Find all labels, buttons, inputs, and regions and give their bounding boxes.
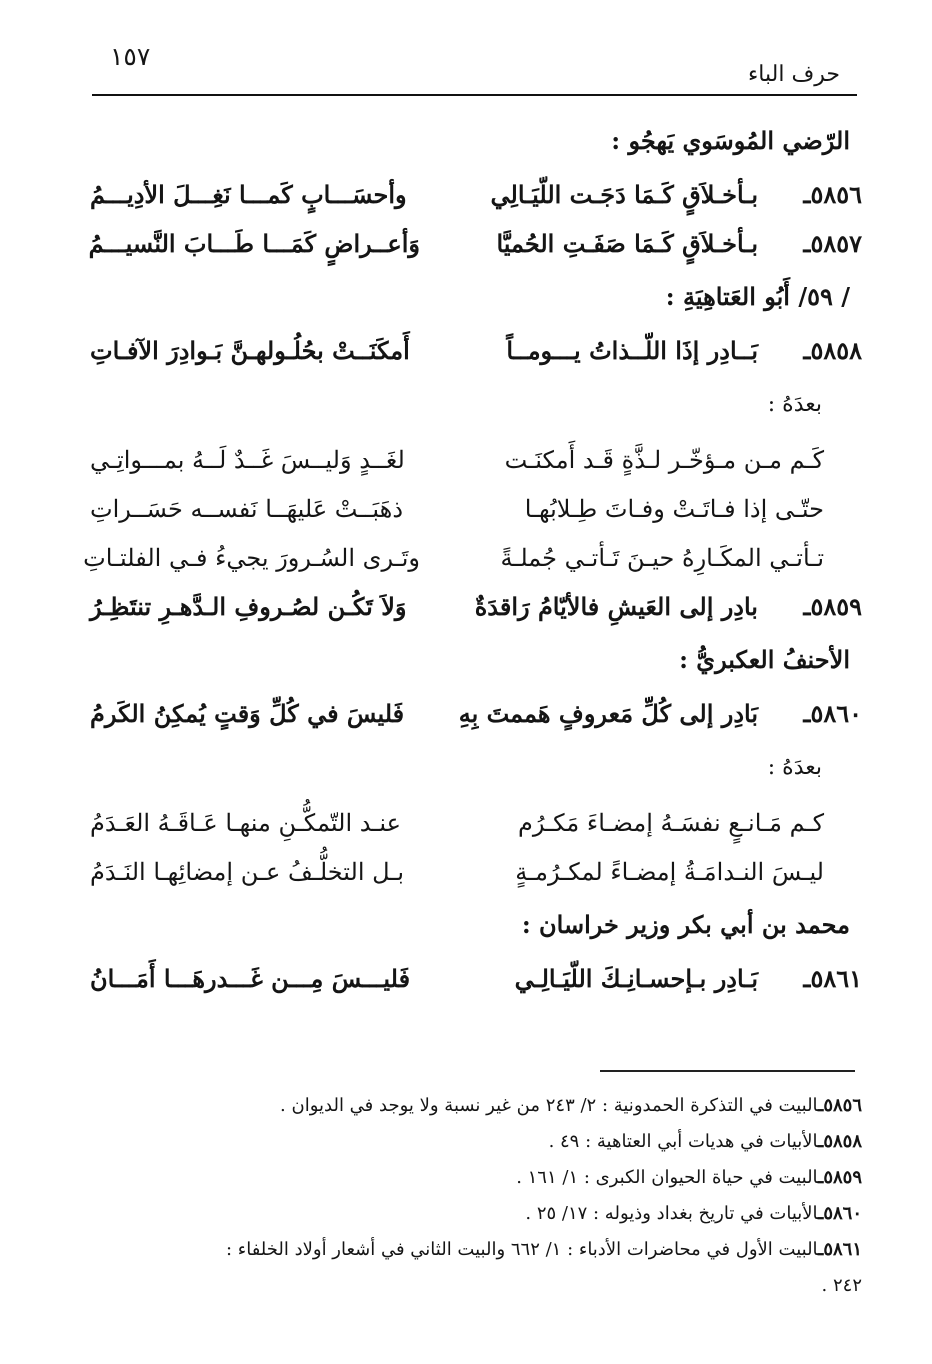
footnote-text: ٢٤٢ . (821, 1275, 862, 1296)
verse-number: ٥٨٥٩ـ (803, 592, 862, 621)
poem-body (83, 112, 862, 1003)
second-hemistich: فَليسَ في كُلِّ وَقتٍ يُمكِنُ الكَرمُ (90, 699, 405, 728)
first-hemistich: بادِر إلى العَيشِ فالأيّامُ رَاقدَةٌ (474, 592, 758, 621)
continuation-label: بعدَهُ : (767, 755, 822, 780)
page-number: ١٥٧ (110, 42, 151, 71)
verse-line (90, 847, 862, 896)
second-hemistich: وَأعــراضٍ كَمَـــا طَـــابَ النَّسيـــمُ (88, 229, 420, 258)
second-hemistich: وأحسَـــابٍ كَمـــا نَغِـــلَ الأدِيـــمُ (90, 180, 407, 209)
poet-heading: / ٥٩/ أَبُو العَتاهِيَةِ : (665, 282, 850, 311)
footnote-text: البيت الأول في محاضرات الأدباء : ١/ ٦٦٢ والبيت الثاني في أشعار أولاد الخلفاء : (225, 1239, 819, 1260)
poet-heading: محمد بن أبي بكر وزير خراسان : (521, 910, 850, 939)
verse-number: ٥٨٦٠ـ (803, 699, 862, 728)
footnote (85, 1124, 862, 1160)
footnote-rule (600, 1070, 855, 1072)
verse-number: ٥٨٥٧ـ (803, 229, 862, 258)
verse-number: ٥٨٦١ـ (803, 964, 862, 993)
verse-line (90, 435, 862, 484)
footnote-number: ٥٨٥٦ـ (818, 1095, 862, 1116)
second-hemistich: ذهَبَــتْ عَليهَــا نَفســه حَسَــراتِ (90, 494, 404, 523)
first-hemistich: بـأخـلاَقٍ كَـمَا دَجَـت اللّيَـالِي (490, 180, 758, 209)
footnote-number: ٥٨٥٨ـ (818, 1131, 862, 1152)
footnote (85, 1088, 862, 1124)
first-hemistich: بَــادِر إذَا اللّــذاتُ يـــومــاً (506, 336, 758, 365)
first-hemistich: ليـسَ النـدامَـةُ إمضـاءً لمكـرُمـةٍ (515, 857, 824, 886)
first-hemistich: تـأتـي المكَـارِهُ حيـنَ تَـأتـي جُملـةً (500, 543, 824, 572)
second-hemistich: أَمكَنَــتْ بحُلُـولهـنَّ بَـوادِرَ الآفـاتِ (90, 336, 410, 365)
verse-number: ٥٨٥٨ـ (803, 336, 862, 365)
footnote-number: ٥٨٦٠ـ (818, 1203, 862, 1224)
first-hemistich: كَـم مـن مـؤخّـر لـذَّةٍ قَـد أَمكنَـت (504, 445, 824, 474)
chapter-title: حرف الباء (747, 62, 840, 87)
footnote-number: ٥٨٥٩ـ (818, 1167, 862, 1188)
footnote-text: الأبيات في تاريخ بغداد وذيوله : ١٧/ ٢٥ . (525, 1203, 819, 1224)
poet-heading: الأحنفُ العكبريُّ : (679, 645, 850, 674)
verse-line (83, 533, 862, 582)
verse-line (90, 954, 862, 1003)
footnote-text: البيت في التذكرة الحمدونية : ٢/ ٢٤٣ من غير نسبة ولا يوجد في الديوان . (280, 1095, 819, 1116)
second-hemistich: لغَــدٍ وَليــسَ غَــدٌ لَــهُ بمـــواتِـي (90, 445, 405, 474)
second-hemistich: فَليـــسَ مِـــن غَـــدرهَـــا أَمَـــانُ (90, 964, 411, 993)
verse-line (90, 484, 862, 533)
verse-line (90, 326, 862, 375)
poet-heading: الرّضي المُوسَوي يَهجُو : (611, 126, 850, 155)
footnotes (85, 1088, 862, 1304)
second-hemistich: عنـد التّمكُّـنِ منهـا عَـاقَـهُ العَـدَمُ (90, 808, 401, 837)
second-hemistich: بـل التخلُّـفُ عـن إمضائِهـا النَـدَمُ (90, 857, 405, 886)
first-hemistich: كـم مَـانـعٍ نفسَـهُ إمضـاءَ مَكـرُم (518, 808, 824, 837)
verse-line (90, 170, 862, 219)
footnote (85, 1232, 862, 1268)
verse-line (90, 798, 862, 847)
verse-number: ٥٨٥٦ـ (803, 180, 862, 209)
second-hemistich: وتَـرى السُـرورَ يجيءُ فـي الفلتـاتِ (83, 543, 420, 572)
footnote (85, 1196, 862, 1232)
verse-line (90, 582, 862, 631)
first-hemistich: بَـادِر بـإحسـانِـكَ اللّيَـالِـي (514, 964, 758, 993)
footnote-text: البيت في حياة الحيوان الكبرى : ١/ ١٦١ . (516, 1167, 819, 1188)
first-hemistich: بـأخـلاَقٍ كَـمَا صَفَـتِ الحُميَّا (496, 229, 758, 258)
header-rule (92, 94, 857, 96)
footnote (85, 1268, 862, 1304)
first-hemistich: حتّـى إذا فـاتَـتْ وفـاتَ طِـلابُهـا (524, 494, 824, 523)
continuation-label: بعدَهُ : (767, 392, 822, 417)
first-hemistich: بَادِر إلى كُلِّ مَعروفٍ هَممتَ بِهِ (458, 699, 758, 728)
verse-line (90, 689, 862, 738)
footnote (85, 1160, 862, 1196)
second-hemistich: وَلاَ تَكُـن لصُـروفِ الـدَّهـرِ تنتَظِـرُ (90, 592, 407, 621)
verse-line (90, 219, 862, 268)
footnote-text: الأبيات في هديات أبي العتاهية : ٤٩ . (548, 1131, 819, 1152)
footnote-number: ٥٨٦١ـ (818, 1239, 862, 1260)
